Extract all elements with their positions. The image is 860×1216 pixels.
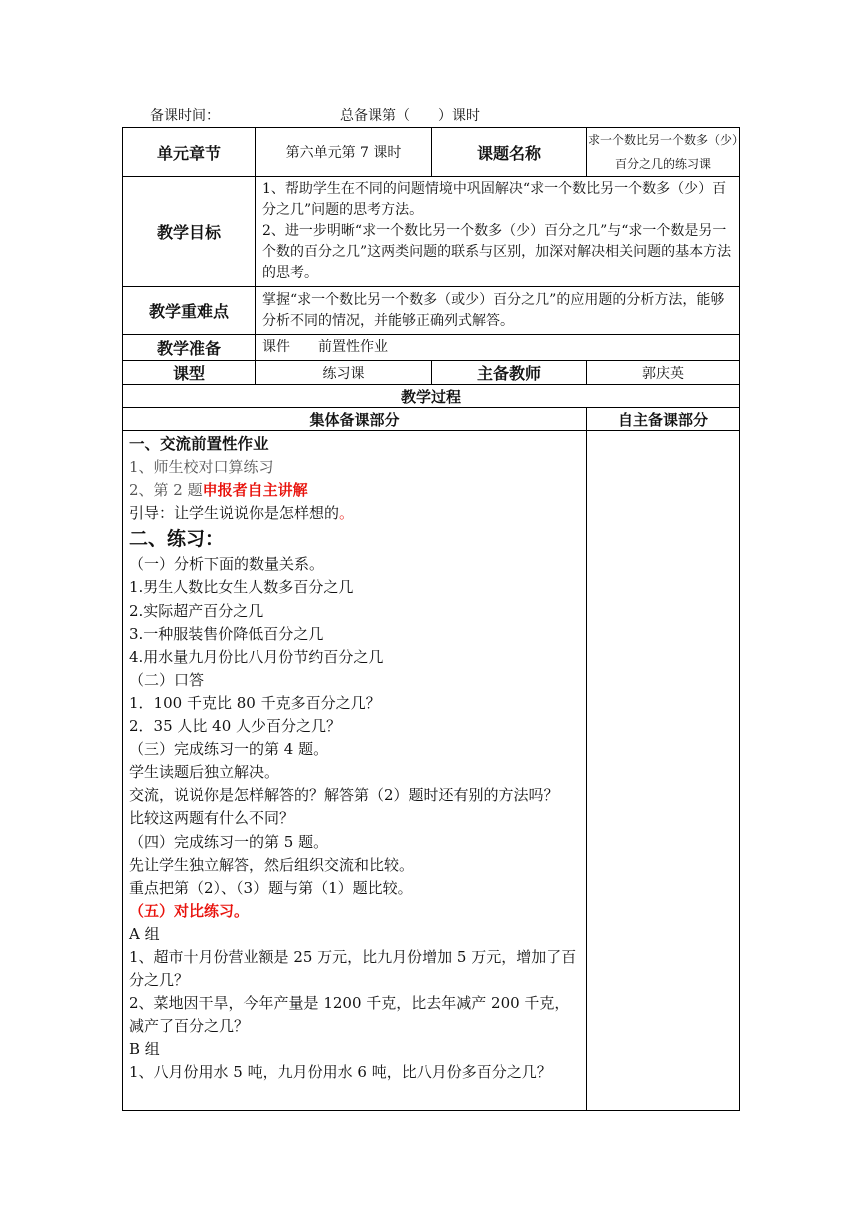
topic-value: 求一个数比另一个数多（少）百分之几的练习课 bbox=[587, 128, 740, 177]
part-4-item-2: 重点把第（2）、（3）题与第（1）题比较。 bbox=[129, 878, 413, 897]
self-prep-label: 自主备课部分 bbox=[587, 408, 740, 431]
section-1-title: 一、交流前置性作业 bbox=[129, 435, 269, 453]
prep-row bbox=[123, 335, 740, 361]
s1-item-2-text: 2、第 2 题 bbox=[129, 481, 203, 500]
teacher-value: 郭庆英 bbox=[587, 361, 740, 385]
part-4-title: （四）完成练习一的第 5 题。 bbox=[129, 832, 329, 851]
type-row bbox=[123, 361, 740, 385]
part-3-item-2: 交流，说说你是怎样解答的？解答第（2）题时还有别的方法吗？ bbox=[129, 786, 559, 805]
part-4-item-1: 先让学生独立解答，然后组织交流和比较。 bbox=[129, 855, 415, 874]
goal-text-2: 2、进一步明晰“求一个数比另一个数多（少）百分之几”与“求一个数是另一个数的百分之几”这两类问题的联系与区别，加深对解决相关问题的基本方法的思考。 bbox=[262, 223, 732, 281]
difficulty-label: 教学重难点 bbox=[123, 287, 256, 335]
unit-label: 单元章节 bbox=[123, 128, 256, 177]
content-row bbox=[123, 431, 740, 1111]
part-2-item-1: 1．100 千克比 80 千克多百分之几？ bbox=[129, 693, 381, 712]
part-3-item-1: 学生读题后独立解决。 bbox=[129, 763, 280, 782]
goal-text bbox=[256, 177, 740, 287]
part-1-item-4: 4.用水量九月份比八月份节约百分之几 bbox=[129, 647, 384, 666]
prep-text: 课件 前置性作业 bbox=[256, 335, 740, 361]
s1-item-2-highlight: 申报者自主讲解 bbox=[202, 481, 308, 500]
group-a-item-2: 2、菜地因干旱，今年产量是 1200 千克，比去年减产 200 千克，减产了百分之几？ bbox=[129, 994, 570, 1036]
part-1-item-2: 2.实际超产百分之几 bbox=[129, 601, 264, 620]
part-3-item-3: 比较这两题有什么不同？ bbox=[129, 809, 295, 828]
topic-label: 课题名称 bbox=[432, 128, 587, 177]
unit-value: 第六单元第 7 课时 bbox=[256, 128, 432, 177]
group-prep-content bbox=[123, 431, 587, 1111]
part-1-title: （一）分析下面的数量关系。 bbox=[129, 555, 325, 574]
group-a-item-1: 1、超市十月份营业额是 25 万元，比九月份增加 5 万元，增加了百分之几？ bbox=[129, 947, 577, 990]
process-row bbox=[123, 385, 740, 408]
part-2-item-2: 2．35 人比 40 人少百分之几？ bbox=[129, 717, 342, 736]
type-label: 课型 bbox=[123, 361, 256, 385]
section-header-row bbox=[123, 408, 740, 431]
goal-row bbox=[123, 177, 740, 287]
process-label: 教学过程 bbox=[123, 385, 740, 408]
part-2-title: （二）口答 bbox=[129, 670, 205, 689]
s1-item-3 bbox=[129, 502, 580, 525]
difficulty-text: 掌握“求一个数比另一个数多（或少）百分之几”的应用题的分析方法，能够分析不同的情况，并能够正确列式解答。 bbox=[256, 287, 740, 335]
s1-item-2 bbox=[129, 479, 580, 502]
type-value: 练习课 bbox=[256, 361, 432, 385]
group-a-label: A 组 bbox=[129, 924, 160, 943]
s1-item-3-dot: 。 bbox=[339, 504, 355, 523]
lesson-plan-table bbox=[122, 127, 740, 1111]
group-b-label: B 组 bbox=[129, 1040, 160, 1059]
goal-text-1: 1、帮助学生在不同的问题情境中巩固解决“求一个数比另一个数多（少）百分之几”问题的思考方法。 bbox=[262, 181, 727, 218]
group-b-item-1: 1、八月份用水 5 吨，九月份用水 6 吨，比八月份多百分之几？ bbox=[129, 1063, 552, 1082]
part-1-item-3: 3.一种服装售价降低百分之几 bbox=[129, 624, 324, 643]
prep-time-label: 备课时间： bbox=[150, 108, 220, 124]
total-lesson-label: 总备课第（ ）课时 bbox=[340, 108, 480, 124]
group-prep-label: 集体备课部分 bbox=[123, 408, 587, 431]
difficulty-row bbox=[123, 287, 740, 335]
prep-label: 教学准备 bbox=[123, 335, 256, 361]
s1-item-1: 1、师生校对口算练习 bbox=[129, 458, 274, 477]
s1-item-3-text: 引导：让学生说说你是怎样想的 bbox=[129, 504, 340, 523]
page-header bbox=[150, 105, 480, 125]
teacher-label: 主备教师 bbox=[432, 361, 587, 385]
self-prep-content bbox=[587, 431, 740, 1111]
part-3-title: （三）完成练习一的第 4 题。 bbox=[129, 740, 329, 759]
goal-label: 教学目标 bbox=[123, 177, 256, 287]
part-5-title: （五）对比练习。 bbox=[129, 901, 250, 920]
unit-row bbox=[123, 128, 740, 177]
section-2-title: 二、练习： bbox=[129, 528, 225, 551]
part-1-item-1: 1.男生人数比女生人数多百分之几 bbox=[129, 578, 354, 597]
